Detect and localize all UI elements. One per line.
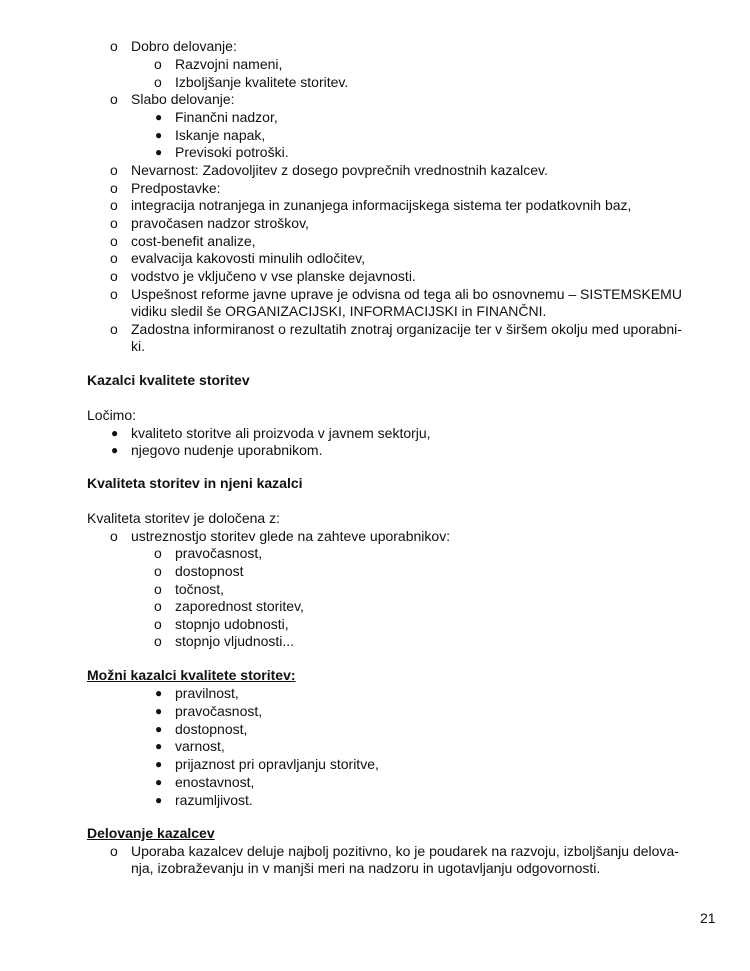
list-item: Nevarnost: Zadovoljitev z dosego povprečnih vrednostnih kazalcev.: [131, 162, 548, 178]
list-item: pravočasnost,: [175, 703, 263, 719]
bullet-icon: ●: [155, 793, 163, 807]
list-item: Razvojni nameni,: [175, 56, 283, 72]
list-marker-circle: o: [110, 91, 118, 107]
list-marker-circle: o: [110, 286, 118, 302]
list-marker-circle: o: [110, 180, 118, 196]
list-item: Previsoki potroški.: [175, 144, 289, 160]
list-marker-circle: o: [110, 843, 118, 859]
list-marker-circle: o: [154, 563, 162, 579]
section-heading: Delovanje kazalcev: [87, 825, 215, 841]
list-item: Dobro delovanje:: [131, 38, 237, 54]
paragraph: Kvaliteta storitev je določena z:: [87, 510, 280, 526]
list-item: pravilnost,: [175, 685, 239, 701]
list-item: razumljivost.: [175, 792, 253, 808]
list-item: Iskanje napak,: [175, 127, 266, 143]
list-item: enostavnost,: [175, 774, 255, 790]
list-item-continuation: nja, izobraževanju in v manjši meri na nadzoru in ugotavljanju odgovornosti.: [131, 860, 601, 876]
list-item: integracija notranjega in zunanjega informacijskega sistema ter podatkovnih baz,: [131, 197, 632, 213]
paragraph: Ločimo:: [87, 407, 137, 423]
list-item: kvaliteto storitve ali proizvoda v javnem sektorju,: [131, 425, 431, 441]
list-item-continuation: vidiku sledil še ORGANIZACIJSKI, INFORMACIJSKI in FINANČNI.: [131, 303, 547, 319]
list-item: dostopnost: [175, 563, 244, 579]
bullet-icon: ●: [111, 426, 119, 440]
list-item: Predpostavke:: [131, 180, 221, 196]
list-item: Uspešnost reforme javne uprave je odvisna od tega ali bo osnovnemu – SISTEMSKEMU: [131, 286, 682, 302]
list-item: Slabo delovanje:: [131, 91, 235, 107]
list-marker-circle: o: [154, 74, 162, 90]
list-item: Uporaba kazalcev deluje najbolj pozitivno, ko je poudarek na razvoju, izboljšanju delova-: [131, 843, 679, 859]
section-heading: Možni kazalci kvalitete storitev:: [87, 667, 296, 683]
list-item: pravočasnost,: [175, 545, 263, 561]
list-marker-circle: o: [110, 250, 118, 266]
list-item: evalvacija kakovosti minulih odločitev,: [131, 250, 365, 266]
list-marker-circle: o: [154, 581, 162, 597]
list-item: cost-benefit analize,: [131, 233, 256, 249]
list-marker-circle: o: [110, 528, 118, 544]
bullet-icon: ●: [155, 722, 163, 736]
bullet-icon: ●: [155, 739, 163, 753]
list-marker-circle: o: [110, 38, 118, 54]
list-item: pravočasen nadzor stroškov,: [131, 215, 309, 231]
list-item: zaporednost storitev,: [175, 598, 304, 614]
list-marker-circle: o: [154, 633, 162, 649]
list-item: njegovo nudenje uporabnikom.: [131, 442, 323, 458]
list-marker-circle: o: [110, 321, 118, 337]
section-heading: Kazalci kvalitete storitev: [87, 372, 250, 388]
list-item: Zadostna informiranost o rezultatih znotraj organizacije ter v širšem okolju med uporabni-: [131, 321, 682, 337]
list-item: stopnjo vljudnosti...: [175, 633, 295, 649]
list-item-continuation: ki.: [131, 338, 145, 354]
list-marker-circle: o: [154, 545, 162, 561]
list-item: dostopnost,: [175, 721, 248, 737]
section-heading: Kvaliteta storitev in njeni kazalci: [87, 475, 303, 491]
list-marker-circle: o: [154, 598, 162, 614]
list-marker-circle: o: [154, 616, 162, 632]
bullet-icon: ●: [111, 443, 119, 457]
bullet-icon: ●: [155, 686, 163, 700]
bullet-icon: ●: [155, 704, 163, 718]
list-marker-circle: o: [110, 215, 118, 231]
bullet-icon: ●: [155, 775, 163, 789]
list-marker-circle: o: [154, 56, 162, 72]
list-marker-circle: o: [110, 162, 118, 178]
list-item: prijaznost pri opravljanju storitve,: [175, 756, 379, 772]
list-marker-circle: o: [110, 197, 118, 213]
bullet-icon: ●: [155, 145, 163, 159]
bullet-icon: ●: [155, 128, 163, 142]
list-item: Izboljšanje kvalitete storitev.: [175, 74, 349, 90]
list-marker-circle: o: [110, 233, 118, 249]
bullet-icon: ●: [155, 110, 163, 124]
list-item: vodstvo je vključeno v vse planske dejavnosti.: [131, 268, 416, 284]
list-item: točnost,: [175, 581, 225, 597]
list-item: Finančni nadzor,: [175, 109, 278, 125]
list-item: stopnjo udobnosti,: [175, 616, 289, 632]
list-item: varnost,: [175, 738, 225, 754]
list-item: ustreznostjo storitev glede na zahteve uporabnikov:: [131, 528, 451, 544]
bullet-icon: ●: [155, 757, 163, 771]
page-number: 21: [700, 910, 716, 926]
list-marker-circle: o: [110, 268, 118, 284]
